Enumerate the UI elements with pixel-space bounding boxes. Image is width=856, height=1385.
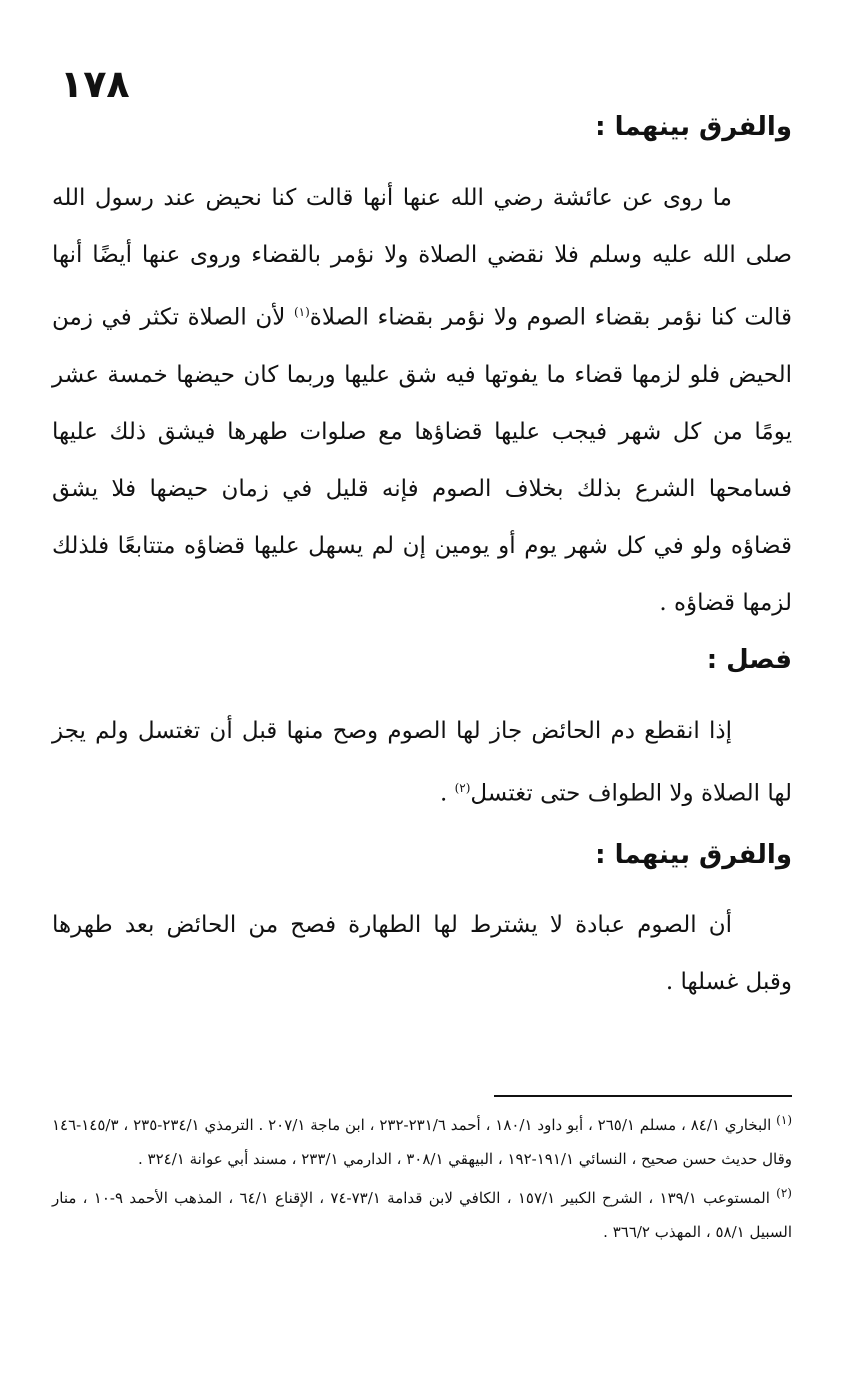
paragraph-text-part: .: [439, 780, 455, 807]
footnote-separator: [494, 1095, 792, 1097]
heading-difference-1: [52, 112, 792, 142]
paragraph-text: أن الصوم عبادة لا يشترط لها الطهارة فصح من الحائض بعد طهرها وقبل غسلها .: [52, 912, 792, 995]
paragraph-text: [52, 703, 792, 823]
page-number: ١٧٨: [60, 62, 130, 106]
footnote-2: [52, 1176, 792, 1249]
paragraph-text: [52, 170, 792, 632]
heading-fasl: [52, 645, 792, 675]
heading-difference-2: [52, 840, 792, 870]
section-heading: فصل :: [706, 645, 792, 675]
paragraph-1: [52, 170, 792, 632]
footnote-text: البخاري ٨٤/١ ، مسلم ٢٦٥/١ ، أبو داود ١٨٠/١ ، أحمد ٢٣١/٦-٢٣٢ ، ابن ماجة ٢٠٧/١ . الترمذي ٢٣٤/١-٢٣٥ ، ١٤٥/٣-١٤٦ وقال حديث حسن صحيح ، النسائي ١٩١/١-١٩٢ ، البيهقي ٣٠٨/١ ، الدارمي ٢٣٣/١ ، مسند أبي عوانة ٣٢٤/١ .: [52, 1116, 792, 1168]
paragraph-3: [52, 897, 792, 1011]
footnotes: [52, 1103, 792, 1249]
footnote-ref-2: (٢): [454, 781, 471, 795]
section-heading: والفرق بينهما :: [595, 840, 792, 870]
paragraph-text-part: إذا انقطع دم الحائض جاز لها الصوم وصح منها قبل أن تغتسل ولم يجز لها الصلاة ولا الطواف حتى تغتسل: [52, 718, 792, 807]
footnote-marker: (٢): [776, 1186, 792, 1200]
footnote-1: [52, 1103, 792, 1176]
footnote-marker: (١): [776, 1113, 792, 1127]
paragraph-2: [52, 703, 792, 823]
section-heading: والفرق بينهما :: [595, 112, 792, 142]
footnote-ref-1: (١): [293, 305, 310, 319]
footnote-text: المستوعب ١٣٩/١ ، الشرح الكبير ١٥٧/١ ، الكافي لابن قدامة ٧٣/١-٧٤ ، الإقناع ٦٤/١ ، المذهب الأحمد ٩-١٠ ، منار السبيل ٥٨/١ ، المهذب ٣٦٦/٢ .: [52, 1189, 792, 1241]
paragraph-text-part: لأن الصلاة تكثر في زمن الحيض فلو لزمها قضاء ما يفوتها فيه شق عليها وربما كان حيضها خمسة عشر يومًا من كل شهر فيجب عليها قضاؤها مع صلوات طهرها فيشق ذلك عليها فسامحها الشرع بذلك بخلاف الصوم فإنه قليل في زمان حيضها فلا يشق قضاؤه ولو في كل شهر يوم أو يومين إن لم يسهل عليها قضاؤه متتابعًا فلذلك لزمها قضاؤه .: [52, 304, 792, 616]
paragraph-text-part: ما روى عن عائشة رضي الله عنها أنها قالت كنا نحيض عند رسول الله صلى الله عليه وسلم فلا نقضي الصلاة ولا نؤمر بالقضاء وروى عنها أيضًا أنها قالت كنا نؤمر بقضاء الصوم ولا نؤمر بقضاء الصلاة: [52, 185, 793, 331]
